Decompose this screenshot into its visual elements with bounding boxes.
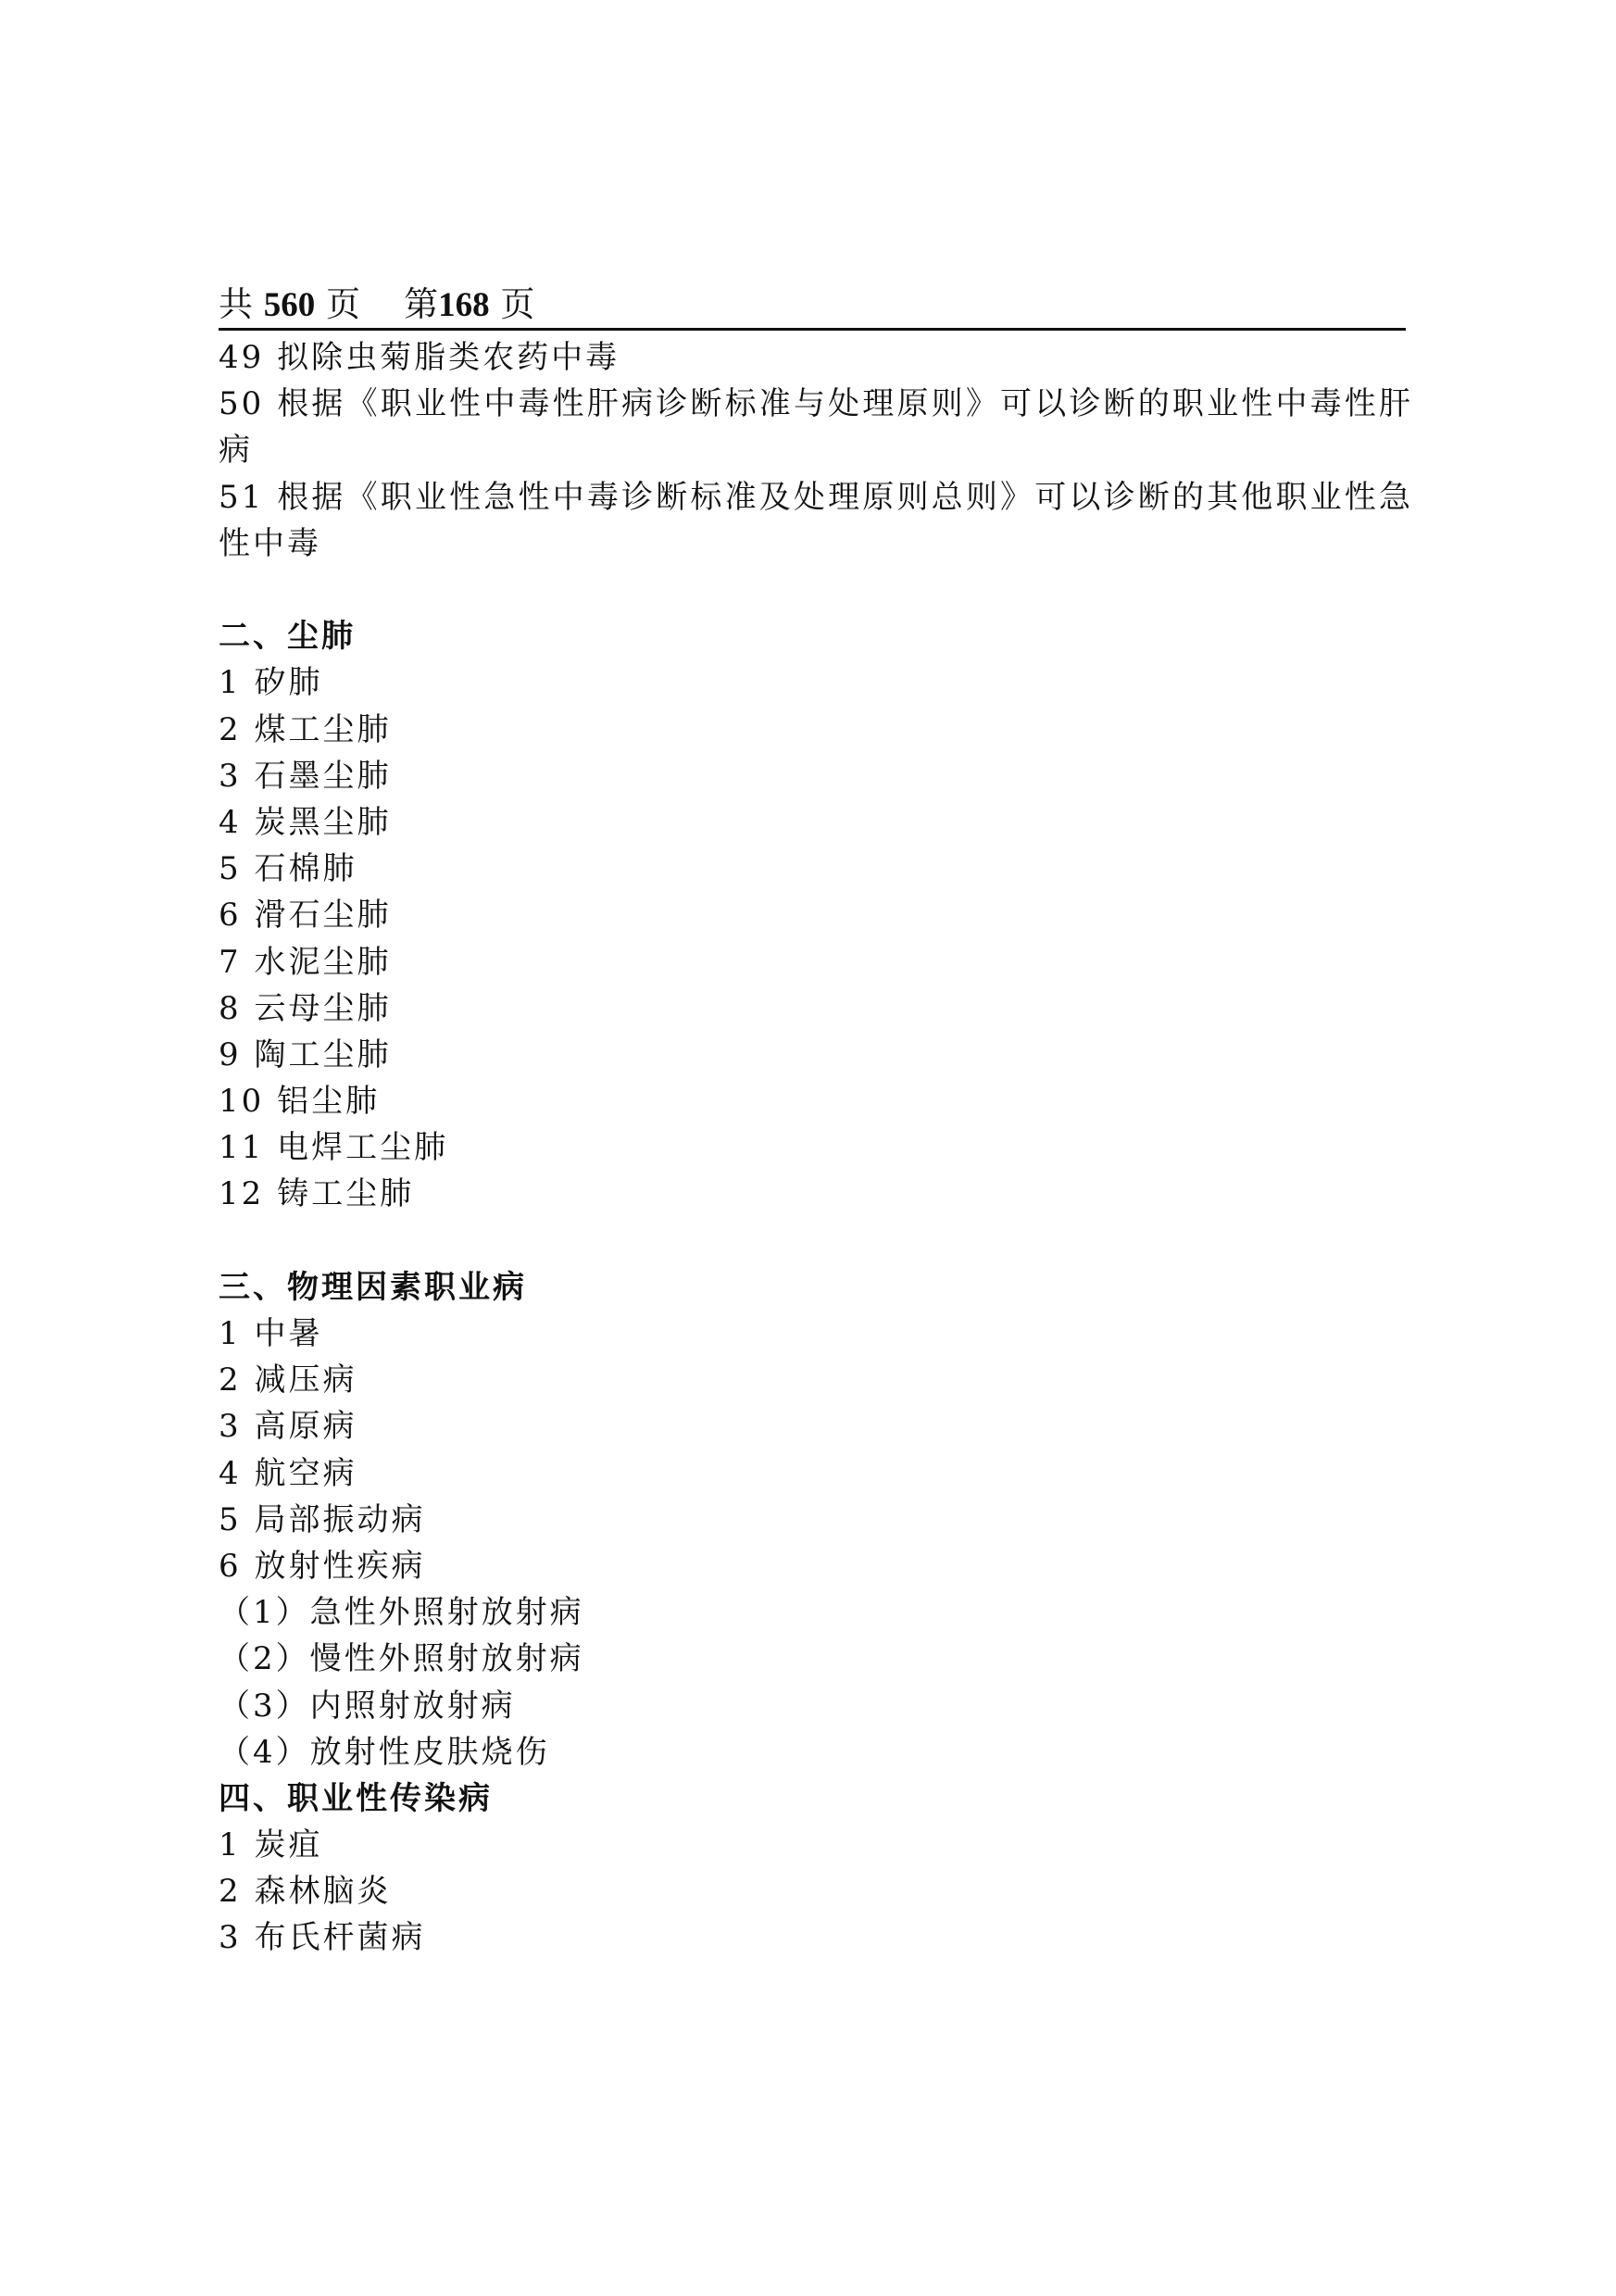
page-word: 页 (326, 284, 361, 324)
section-heading: 三、物理因素职业病 (219, 1268, 527, 1306)
list-item: 2 减压病 (219, 1361, 357, 1399)
list-item: 6 放射性疾病 (219, 1547, 426, 1585)
list-item: 7 水泥尘肺 (219, 943, 392, 981)
list-item: 4 航空病 (219, 1454, 357, 1492)
list-item: （3）内照射放射病 (219, 1687, 516, 1725)
list-item: 3 高原病 (219, 1408, 357, 1446)
list-item: 51 根据《职业性急性中毒诊断标准及处理原则总则》可以诊断的其他职业性急性中毒 (219, 478, 1413, 562)
list-item: 4 炭黑尘肺 (219, 803, 392, 841)
list-item: 1 炭疽 (219, 1826, 323, 1864)
spacer (219, 567, 1413, 613)
list-item: 11 电焊工尘肺 (219, 1129, 449, 1167)
document-body (219, 334, 1413, 1962)
spacer (219, 1218, 1413, 1264)
section-heading: 四、职业性传染病 (219, 1779, 493, 1817)
list-item: 3 石墨尘肺 (219, 757, 392, 795)
list-item: 8 云母尘肺 (219, 989, 392, 1027)
list-item: 9 陶工尘肺 (219, 1035, 392, 1073)
section-heading: 二、尘肺 (219, 618, 356, 656)
page-header (219, 278, 1406, 331)
list-item: 10 铝尘肺 (219, 1083, 381, 1121)
list-item: （1）急性外照射放射病 (219, 1594, 584, 1632)
list-item: （2）慢性外照射放射病 (219, 1640, 584, 1678)
list-item: 5 局部振动病 (219, 1500, 426, 1538)
list-item: 1 矽肺 (219, 664, 323, 702)
list-item: 1 中暑 (219, 1315, 323, 1352)
list-item: （4）放射性皮肤烧伤 (219, 1733, 550, 1771)
list-item: 12 铸工尘肺 (219, 1175, 415, 1213)
list-item: 2 森林脑炎 (219, 1873, 392, 1911)
current-page: 168 (438, 286, 490, 324)
total-prefix: 共 (219, 284, 253, 324)
list-item: 50 根据《职业性中毒性肝病诊断标准与处理原则》可以诊断的职业性中毒性肝病 (219, 385, 1413, 470)
list-item: 3 布氏杆菌病 (219, 1919, 426, 1957)
current-suffix: 页 (500, 284, 535, 324)
list-item: 2 煤工尘肺 (219, 710, 392, 748)
current-prefix: 第 (404, 284, 439, 324)
list-item: 49 拟除虫菊脂类农药中毒 (219, 339, 620, 376)
list-item: 6 滑石尘肺 (219, 897, 392, 935)
list-item: 5 石棉肺 (219, 850, 357, 888)
total-pages: 560 (263, 286, 316, 324)
